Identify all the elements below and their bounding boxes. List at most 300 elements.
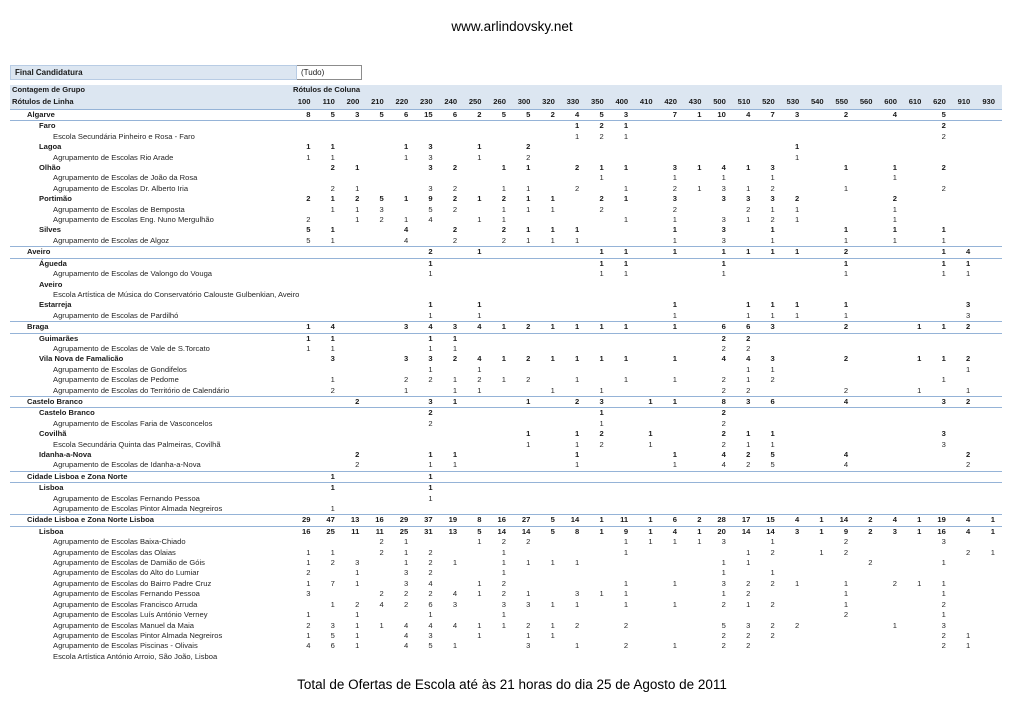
cell-430	[684, 450, 708, 460]
cell-540: 1	[806, 515, 830, 526]
cell-240: 4	[452, 589, 458, 599]
cell-420	[660, 269, 684, 279]
cell-320	[537, 121, 561, 132]
cell-240: 1	[452, 375, 458, 385]
cell-250	[464, 205, 488, 215]
cell-500: 2	[721, 439, 726, 449]
cell-910	[953, 110, 977, 121]
cell-250	[464, 333, 488, 344]
row-label: Agrupamento de Escolas de Algoz	[53, 235, 170, 245]
cell-220: 3	[391, 322, 415, 333]
cell-550: 1	[843, 589, 849, 599]
cell-600: 4	[880, 110, 904, 121]
cell-400: 1	[623, 194, 629, 204]
cell-610	[904, 247, 928, 258]
cell-350	[586, 610, 610, 620]
cell-210	[366, 408, 390, 419]
cell-300	[513, 548, 537, 558]
cell-200: 1	[355, 163, 360, 173]
cell-100: 16	[301, 526, 311, 536]
cell-500: 2	[721, 375, 726, 385]
cell-300: 27	[513, 515, 537, 526]
cell-430	[684, 258, 708, 269]
cell-550	[831, 494, 855, 504]
cell-240	[440, 215, 464, 225]
cell-500: 1	[721, 568, 726, 578]
cell-500: 2	[721, 385, 726, 395]
cell-200	[342, 589, 366, 599]
cell-100	[293, 471, 317, 482]
cell-510: 2	[746, 333, 751, 343]
cell-240: 1	[452, 333, 458, 343]
cell-610	[904, 365, 928, 375]
cell-530	[782, 333, 806, 344]
cell-600: 1	[892, 163, 897, 173]
cell-930: 1	[990, 547, 995, 557]
cell-550	[831, 419, 855, 429]
cell-500: 2	[721, 599, 726, 609]
cell-610	[904, 558, 928, 568]
column-area-label: Rótulos de Coluna	[293, 85, 1002, 96]
cell-410	[635, 194, 659, 204]
cell-100: 2	[306, 620, 311, 630]
cell-350	[586, 300, 610, 310]
cell-300	[513, 568, 537, 578]
cell-540	[806, 173, 830, 183]
cell-910	[953, 205, 977, 215]
cell-500: 3	[721, 194, 726, 204]
row-label: Escola Secundária Pinheiro e Rosa - Faro	[53, 131, 195, 141]
cell-550: 1	[843, 258, 849, 268]
cell-110: 1	[330, 194, 335, 204]
cell-100: 1	[306, 343, 311, 353]
cell-910: 2	[966, 354, 971, 364]
cell-610	[904, 269, 928, 279]
cell-560: 2	[855, 515, 879, 526]
cell-620	[928, 386, 952, 397]
cell-500	[708, 153, 732, 163]
cell-910	[953, 194, 977, 204]
cell-230: 1	[415, 471, 439, 482]
cell-260: 1	[501, 204, 506, 214]
column-header-600: 600	[880, 96, 904, 110]
cell-320: 1	[550, 558, 555, 568]
school-row	[10, 537, 1002, 547]
cell-300: 1	[526, 439, 531, 449]
cell-220	[391, 440, 415, 450]
cell-400: 9	[623, 526, 629, 536]
cell-300	[513, 132, 537, 142]
cell-510	[733, 269, 757, 279]
cell-560	[855, 504, 879, 515]
cell-240	[440, 280, 464, 290]
cell-260	[489, 408, 513, 419]
cell-330	[562, 269, 586, 279]
cell-240: 2	[452, 194, 458, 204]
cell-600	[880, 344, 904, 354]
cell-530	[782, 419, 806, 429]
cell-320: 1	[550, 630, 555, 640]
cell-500: 2	[721, 343, 726, 353]
cell-560	[855, 460, 879, 471]
cell-320	[537, 375, 561, 385]
cell-550	[831, 408, 855, 419]
cell-510: 3	[746, 620, 751, 630]
row-label: Agrupamento de Escolas Baixa-Chiado	[53, 537, 186, 547]
column-header-330: 330	[562, 96, 586, 110]
cell-510	[733, 471, 757, 482]
cell-350	[586, 311, 610, 322]
cell-320	[537, 429, 561, 439]
cell-910	[953, 121, 977, 132]
cell-230: 2	[428, 589, 433, 599]
column-header-550: 550	[831, 96, 855, 110]
cell-910	[953, 163, 977, 173]
cell-610	[904, 471, 928, 482]
cell-610	[904, 173, 928, 183]
cell-250: 1	[477, 589, 482, 599]
cell-330: 1	[575, 641, 580, 651]
cell-620	[928, 333, 952, 344]
cell-530	[782, 471, 806, 482]
cell-520	[757, 558, 781, 568]
row-label: Olhão	[39, 163, 61, 173]
school-row	[10, 568, 1002, 578]
cell-200: 2	[355, 450, 360, 459]
cell-610	[904, 641, 928, 651]
cell-330: 2	[575, 183, 580, 193]
cell-300: 2	[526, 142, 531, 152]
row-label: Aveiro	[10, 247, 293, 258]
cell-930	[977, 258, 1002, 269]
cell-230: 1	[428, 610, 433, 620]
cell-930	[977, 396, 1002, 407]
cell-520: 2	[770, 183, 775, 193]
cell-530	[782, 504, 806, 515]
cell-100	[293, 408, 317, 419]
cell-930	[977, 205, 1002, 215]
cell-930	[977, 558, 1002, 568]
cell-230: 3	[428, 163, 433, 173]
cell-530	[782, 641, 806, 651]
row-label: Escola Secundária Quinta das Palmeiras, Covilhã	[53, 439, 221, 449]
cell-910	[953, 236, 977, 247]
cell-240: 1	[452, 558, 458, 568]
filter-value-dropdown[interactable]: (Tudo)	[297, 66, 362, 80]
cell-910	[953, 184, 977, 194]
cell-330	[562, 173, 586, 183]
cell-610	[904, 408, 928, 419]
cell-230: 5	[428, 204, 433, 214]
cell-520	[757, 386, 781, 397]
cell-350	[586, 153, 610, 163]
cell-230	[415, 386, 439, 397]
cell-300	[513, 579, 537, 589]
cell-350	[586, 568, 610, 578]
cell-320: 1	[550, 225, 555, 235]
cell-100	[293, 163, 317, 173]
cell-320	[537, 258, 561, 269]
cell-350	[586, 225, 610, 235]
cell-560	[855, 450, 879, 460]
row-label: Agrupamento de Escolas Manuel da Maia	[53, 620, 194, 630]
cell-400	[611, 396, 635, 407]
cell-430	[684, 215, 708, 225]
cell-610	[904, 460, 928, 471]
cell-210	[366, 184, 390, 194]
cell-330: 2	[575, 620, 580, 630]
cell-420	[660, 471, 684, 482]
cell-350	[586, 579, 610, 589]
cell-230: 5	[428, 641, 433, 651]
cell-500	[708, 300, 732, 310]
column-header-250: 250	[464, 96, 488, 110]
cell-400	[611, 471, 635, 482]
cell-600: 2	[892, 578, 897, 588]
cell-540	[806, 365, 830, 375]
cell-410	[635, 365, 659, 375]
cell-200: 1	[355, 578, 360, 588]
cell-550: 1	[843, 300, 849, 310]
cell-400	[611, 504, 635, 515]
school-row	[10, 504, 1002, 515]
cell-600	[880, 408, 904, 419]
cell-510: 1	[733, 247, 757, 258]
cell-250	[464, 460, 488, 471]
cell-510	[733, 121, 757, 132]
cell-430: 1	[697, 163, 702, 173]
cell-100	[293, 419, 317, 429]
cell-540	[806, 568, 830, 578]
cell-540	[806, 641, 830, 651]
cell-210	[366, 494, 390, 504]
cell-410	[635, 132, 659, 142]
city-row	[10, 225, 1002, 235]
cell-550	[831, 153, 855, 163]
cell-220: 1	[403, 152, 409, 162]
row-label: Vila Nova de Famalicão	[39, 354, 124, 364]
cell-200: 13	[342, 515, 366, 526]
cell-300	[513, 450, 537, 460]
cell-110: 47	[317, 515, 341, 526]
school-row	[10, 548, 1002, 558]
cell-420	[660, 419, 684, 429]
cell-210	[366, 579, 390, 589]
cell-230: 2	[428, 408, 433, 418]
cell-250	[464, 558, 488, 568]
cell-510	[733, 290, 757, 300]
cell-230	[415, 280, 439, 290]
cell-420: 3	[672, 194, 677, 204]
cell-260	[489, 504, 513, 515]
cell-420	[660, 132, 684, 142]
cell-240: 2	[452, 204, 458, 214]
cell-560	[855, 290, 879, 300]
cell-200: 1	[355, 204, 360, 214]
cell-240: 1	[440, 396, 464, 407]
row-label: Agrupamento de Escolas de Pardilhó	[53, 310, 179, 320]
cell-100	[293, 205, 317, 215]
cell-350	[586, 280, 610, 290]
cell-350: 1	[586, 515, 610, 526]
cell-560	[855, 247, 879, 258]
cell-300	[513, 471, 537, 482]
cell-420: 1	[672, 375, 677, 385]
cell-230	[415, 290, 439, 300]
cell-410	[635, 548, 659, 558]
cell-100: 2	[306, 568, 311, 578]
school-row	[10, 386, 1002, 397]
cell-400	[611, 300, 635, 310]
cell-560	[855, 579, 879, 589]
cell-910	[953, 280, 977, 290]
cell-930	[977, 184, 1002, 194]
cell-300: 1	[526, 183, 531, 193]
cell-500: 1	[721, 558, 726, 568]
cell-230: 4	[428, 215, 433, 225]
cell-250	[464, 600, 488, 610]
cell-430	[684, 311, 708, 322]
cell-350: 2	[599, 121, 604, 131]
cell-410	[635, 247, 659, 258]
cell-550	[831, 142, 855, 152]
cell-330	[562, 386, 586, 397]
cell-320	[537, 163, 561, 173]
cell-100: 1	[306, 558, 311, 568]
cell-400	[611, 311, 635, 322]
cell-220	[391, 652, 415, 662]
cell-910	[953, 504, 977, 515]
cell-240: 1	[452, 641, 458, 651]
cell-510: 14	[741, 526, 751, 536]
cell-250: 4	[477, 354, 482, 364]
cell-430	[684, 471, 708, 482]
cell-550: 2	[843, 385, 849, 395]
cell-420: 1	[672, 235, 677, 245]
cell-320	[537, 548, 561, 558]
cell-400	[611, 568, 635, 578]
cell-260: 1	[501, 568, 506, 578]
cell-330	[562, 365, 586, 375]
cell-430	[684, 153, 708, 163]
cell-320	[537, 450, 561, 460]
cell-260	[489, 258, 513, 269]
cell-110: 1	[330, 333, 335, 343]
cell-220	[391, 205, 415, 215]
cell-930	[977, 236, 1002, 247]
cell-560	[855, 471, 879, 482]
cell-610	[904, 333, 928, 344]
cell-320: 1	[550, 620, 555, 630]
cell-610	[904, 440, 928, 450]
cell-510: 1	[746, 558, 751, 568]
cell-110: 1	[330, 152, 335, 162]
cell-210	[366, 419, 390, 429]
cell-410	[635, 558, 659, 568]
cell-210	[366, 333, 390, 344]
cell-300	[513, 344, 537, 354]
row-label: Idanha-a-Nova	[39, 450, 92, 459]
cell-430	[684, 419, 708, 429]
cell-930	[977, 269, 1002, 279]
cell-420: 1	[672, 537, 677, 547]
school-row	[10, 205, 1002, 215]
cell-260: 1	[501, 547, 506, 557]
cell-410	[635, 460, 659, 471]
cell-300	[513, 258, 537, 269]
cell-260	[489, 365, 513, 375]
cell-600: 1	[892, 225, 897, 235]
cell-110: 2	[330, 558, 335, 568]
cell-260	[489, 142, 513, 152]
cell-300	[513, 311, 537, 322]
cell-540	[806, 311, 830, 322]
cell-540	[806, 396, 830, 407]
cell-200	[342, 121, 366, 132]
cell-540	[806, 280, 830, 290]
cell-260	[489, 280, 513, 290]
cell-540	[806, 589, 830, 599]
cell-550	[831, 215, 855, 225]
cell-420: 1	[672, 578, 677, 588]
cell-210	[366, 354, 390, 364]
cell-240	[440, 142, 464, 152]
cell-510	[733, 142, 757, 152]
cell-430	[684, 269, 708, 279]
cell-420	[660, 631, 684, 641]
cell-220	[391, 504, 415, 515]
cell-240: 2	[452, 163, 458, 173]
cell-550: 2	[843, 537, 849, 547]
cell-520	[757, 652, 781, 662]
cell-250	[464, 173, 488, 183]
cell-330	[562, 153, 586, 163]
cell-240: 19	[440, 515, 464, 526]
cell-210: 16	[366, 515, 390, 526]
cell-410	[635, 142, 659, 152]
cell-320	[537, 440, 561, 450]
cell-910	[953, 558, 977, 568]
cell-560	[855, 142, 879, 152]
cell-430	[684, 589, 708, 599]
cell-620	[928, 460, 952, 471]
cell-230: 37	[415, 515, 439, 526]
cell-350	[586, 631, 610, 641]
cell-500	[708, 471, 732, 482]
cell-560	[855, 408, 879, 419]
cell-220: 3	[403, 578, 409, 588]
cell-100: 4	[306, 641, 311, 651]
cell-910	[953, 589, 977, 599]
cell-520: 2	[770, 578, 775, 588]
cell-520: 5	[770, 450, 775, 459]
city-row	[10, 300, 1002, 310]
cell-500: 3	[721, 537, 726, 547]
cell-500: 28	[708, 515, 732, 526]
cell-110	[317, 365, 341, 375]
cell-230: 2	[428, 568, 433, 578]
row-label: Cidade Lisboa e Zona Norte	[10, 471, 293, 482]
city-row	[10, 526, 1002, 537]
cell-110	[317, 568, 341, 578]
cell-520: 15	[757, 515, 781, 526]
cell-550	[831, 471, 855, 482]
cell-540	[806, 579, 830, 589]
cell-610	[904, 548, 928, 558]
cell-510: 4	[733, 110, 757, 121]
cell-260	[489, 386, 513, 397]
cell-220: 1	[403, 537, 409, 547]
